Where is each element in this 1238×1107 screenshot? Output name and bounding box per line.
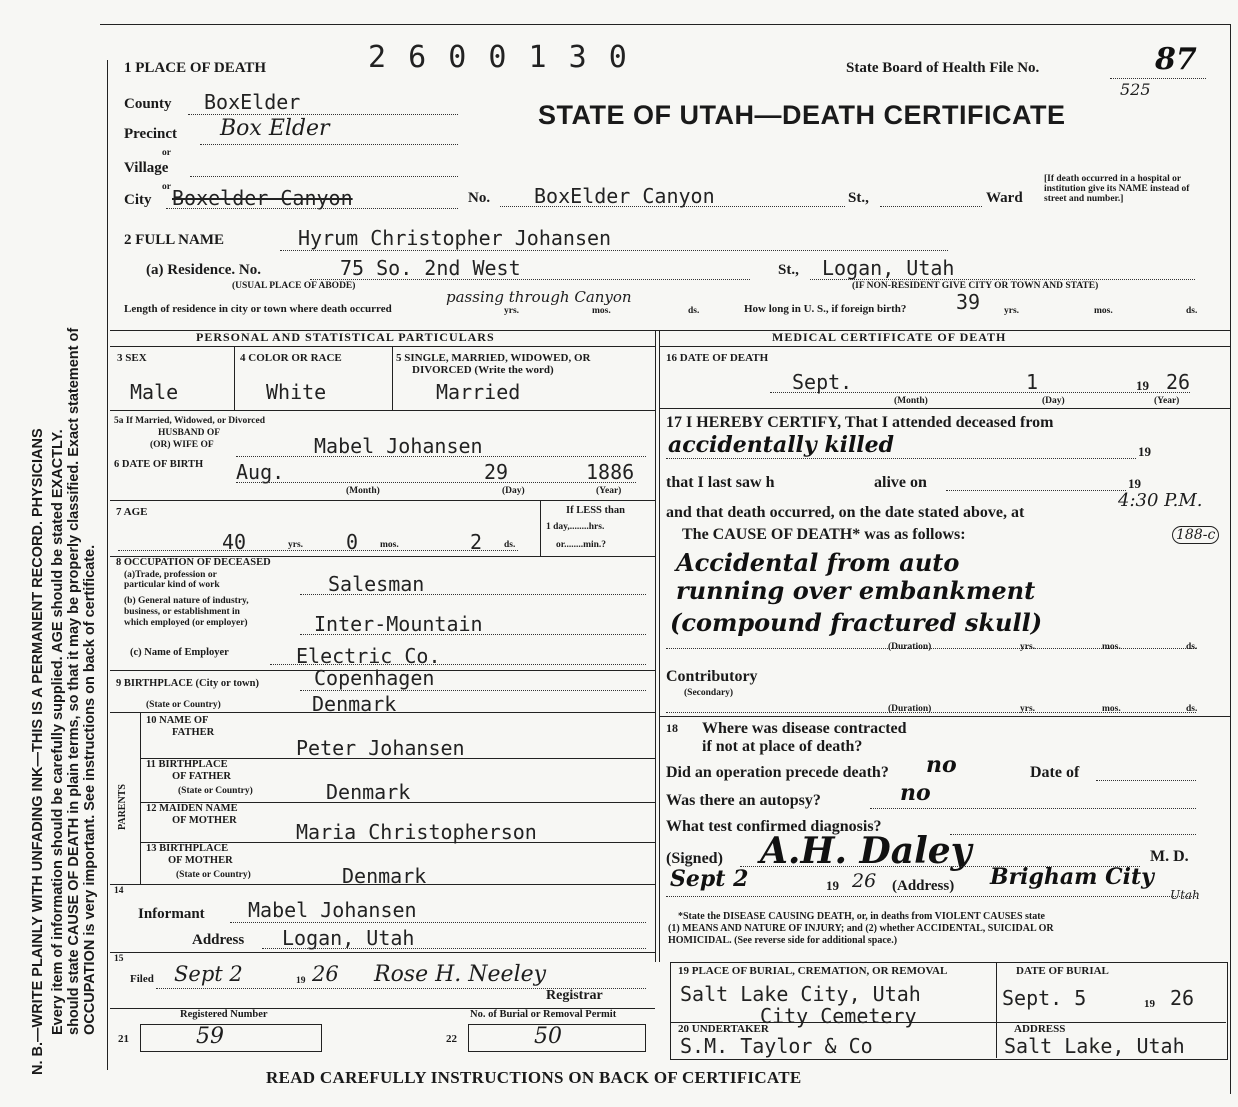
undertaker-label: 20 UNDERTAKER <box>678 1023 769 1035</box>
side-note-3: should state CAUSE OF DEATH in plain terms, so that it may be properly classified. Exact statement of <box>66 327 82 1035</box>
secondary-label: (Secondary) <box>684 688 734 698</box>
dob-line <box>236 482 636 483</box>
sign-year-prefix: 19 <box>826 878 839 893</box>
attended-nineteen: 19 <box>1138 444 1151 459</box>
cause-line-1: Accidental from auto <box>676 548 960 577</box>
mother-birth-value: Denmark <box>342 864 427 888</box>
dod-day-label: (Day) <box>1042 396 1065 406</box>
physician-address-label: (Address) <box>892 878 955 894</box>
grid-line <box>540 500 541 556</box>
filed-year: 26 <box>312 962 339 986</box>
or-label-1: or <box>162 148 171 158</box>
spouse-value: Mabel Johansen <box>314 434 483 458</box>
cause-label: The CAUSE OF DEATH* was as follows: <box>682 526 966 543</box>
county-value: BoxElder <box>204 90 301 114</box>
date-of-death-day: 1 <box>1026 370 1039 394</box>
side-note-1: N. B.—WRITE PLAINLY WITH UNFADING INK—THIS IS A PERMANENT RECORD. PHYSICIANS <box>30 428 46 1075</box>
dob-year: 1886 <box>586 460 635 484</box>
informant-address-label: Address <box>192 932 245 948</box>
side-note-4: OCCUPATION is very important. See instructions on back of certificate. <box>82 544 98 1035</box>
date-of-death-month: Sept. <box>792 370 853 394</box>
duration-ds-1: ds. <box>1186 642 1198 652</box>
dob-month-label: (Month) <box>346 486 380 496</box>
age-months: 0 <box>346 530 359 554</box>
registered-number: 59 <box>196 1024 224 1049</box>
grid-line <box>110 500 655 501</box>
physician-address-note: Utah <box>1170 888 1200 902</box>
father-birth-value: Denmark <box>326 780 411 804</box>
alive-nineteen: 19 <box>1128 476 1141 491</box>
father-birth-label-1: 11 BIRTHPLACE <box>146 759 228 770</box>
occupation-value: Salesman <box>328 572 425 596</box>
cause-line-3: (compound fractured skull) <box>670 608 1043 637</box>
date-of-label: Date of <box>1030 764 1080 781</box>
place-of-death-label: 1 PLACE OF DEATH <box>124 60 267 76</box>
industry-line <box>300 634 646 635</box>
age-line <box>118 550 518 551</box>
less-than-label-1: If LESS than <box>566 505 625 516</box>
cause-line-2: running over embankment <box>676 576 1036 605</box>
burial-divider <box>996 962 997 1058</box>
color-label: 4 COLOR OR RACE <box>240 352 342 364</box>
file-number-line <box>1110 78 1206 79</box>
burial-year: 26 <box>1170 986 1195 1010</box>
dob-day-label: (Day) <box>502 486 525 496</box>
grid-line <box>659 716 1230 717</box>
sex-value: Male <box>130 380 179 404</box>
left-margin-line <box>107 60 108 1070</box>
industry-label-3: which employed (or employer) <box>124 618 248 628</box>
birthplace-state-label: (State or Country) <box>146 700 221 710</box>
informant-address: Logan, Utah <box>282 926 415 950</box>
city-value: Boxelder Canyon <box>172 186 353 210</box>
spouse-line <box>236 456 646 457</box>
dob-year-label: (Year) <box>596 486 622 496</box>
sign-year: 26 <box>852 870 877 892</box>
or-label-2: or <box>162 182 171 192</box>
marital-value: Married <box>436 380 521 404</box>
informant-line <box>230 922 646 923</box>
father-birth-label-3: (State or Country) <box>178 786 253 796</box>
medical-section-title: MEDICAL CERTIFICATE OF DEATH <box>772 330 1007 344</box>
birthplace-label: 9 BIRTHPLACE (City or town) <box>116 678 259 689</box>
age-days: 2 <box>470 530 483 554</box>
signed-label: (Signed) <box>666 850 723 867</box>
marital-label-1: 5 SINGLE, MARRIED, WIDOWED, OR <box>396 352 591 364</box>
age-years: 40 <box>222 530 247 554</box>
residence-st-label: St., <box>778 262 799 278</box>
duration-label-1: (Duration) <box>888 642 932 652</box>
filed-date: Sept 2 <box>174 962 243 986</box>
full-name-label: 2 FULL NAME <box>124 232 225 248</box>
dob-label: 6 DATE OF BIRTH <box>114 459 204 470</box>
date-of-death-year-prefix: 19 <box>1136 378 1149 393</box>
test-label: What test confirmed diagnosis? <box>666 818 882 835</box>
burial-date-label: DATE OF BURIAL <box>1016 965 1109 977</box>
us-residence-value: 39 <box>956 290 981 314</box>
informant-number: 14 <box>114 886 124 896</box>
less-than-label-3: or........min.? <box>556 540 607 550</box>
duration-yrs-1: yrs. <box>1020 642 1036 652</box>
certificate-number: 2 6 0 0 1 3 0 <box>368 40 629 75</box>
alive-on-label: alive on <box>874 474 927 491</box>
residence-line <box>310 279 750 280</box>
operation-value: no <box>926 752 957 778</box>
usual-abode-label: (USUAL PLACE OF ABODE) <box>232 281 356 291</box>
precinct-value: Box Elder <box>220 116 330 141</box>
color-value: White <box>266 380 327 404</box>
city-line <box>166 208 458 209</box>
date-of-death-label: 16 DATE OF DEATH <box>666 352 769 364</box>
street-line <box>500 206 845 207</box>
burial-date: Sept. 5 <box>1002 986 1087 1010</box>
file-number-note: 525 <box>1120 80 1151 99</box>
test-line <box>950 834 1196 835</box>
burial-place-label: 19 PLACE OF BURIAL, CREMATION, OR REMOVAL <box>678 965 948 977</box>
duration-label-2: (Duration) <box>888 704 932 714</box>
age-mos-label: mos. <box>380 540 399 550</box>
employer-value: Electric Co. <box>296 644 441 668</box>
last-saw-label: that I last saw h <box>666 474 775 491</box>
footnote-1: *State the DISEASE CAUSING DEATH, or, in deaths from VIOLENT CAUSES state <box>678 911 1045 922</box>
attended-line <box>666 458 1136 459</box>
physician-address: Brigham City <box>990 864 1154 890</box>
length-yrs: yrs. <box>504 306 520 316</box>
birthplace-line <box>300 690 646 691</box>
death-occurred-label: and that death occurred, on the date stated above, at <box>666 504 1025 521</box>
occupation-label-3: particular kind of work <box>124 580 220 590</box>
burial-permit-label: No. of Burial or Removal Permit <box>470 1009 617 1020</box>
residence-city: Logan, Utah <box>822 256 955 280</box>
registrar-label: Registrar <box>546 988 603 1003</box>
ward-label: Ward <box>986 190 1023 206</box>
burial-permit-prefix: 22 <box>446 1033 457 1045</box>
residence-city-line <box>810 279 1195 280</box>
grid-line <box>110 410 655 411</box>
non-resident-label: (IF NON-RESIDENT GIVE CITY OR TOWN AND STATE) <box>852 281 1099 291</box>
occupation-label-1: 8 OCCUPATION OF DECEASED <box>116 557 271 568</box>
contributory-label: Contributory <box>666 668 758 685</box>
street-no-value: BoxElder Canyon <box>534 184 715 208</box>
where-contracted-label-1: Where was disease contracted <box>702 720 907 737</box>
right-border <box>1230 24 1231 1094</box>
time-of-death: 4:30 P.M. <box>1118 490 1203 511</box>
informant-address-line <box>262 948 646 949</box>
autopsy-line <box>870 808 1196 809</box>
grid-line <box>110 712 655 713</box>
dod-year-label: (Year) <box>1154 396 1180 406</box>
industry-label-2: business, or establishment in <box>124 607 240 617</box>
employer-line <box>270 664 646 665</box>
where-contracted-label-2: if not at place of death? <box>702 738 863 755</box>
burial-year-prefix: 19 <box>1144 998 1155 1010</box>
us-yrs: yrs. <box>1004 306 1020 316</box>
grid-line <box>234 346 235 410</box>
full-name-value: Hyrum Christopher Johansen <box>298 226 612 250</box>
residence-label: (a) Residence. No. <box>146 262 261 278</box>
filed-number: 15 <box>114 954 124 964</box>
father-birth-label-2: OF FATHER <box>172 771 232 782</box>
file-number: 87 <box>1155 42 1197 77</box>
autopsy-value: no <box>900 780 931 806</box>
duration-mos-1: mos. <box>1102 642 1121 652</box>
street-no-label: No. <box>468 190 491 206</box>
spouse-label-1: 5a If Married, Widowed, or Divorced <box>114 416 266 426</box>
marital-label-2: DIVORCED (Write the word) <box>412 364 554 376</box>
us-mos: mos. <box>1094 306 1113 316</box>
sign-date: Sept 2 <box>670 866 749 892</box>
mother-label-1: 12 MAIDEN NAME <box>146 803 238 814</box>
father-value: Peter Johansen <box>296 736 465 760</box>
mother-birth-label-3: (State or Country) <box>176 870 251 880</box>
precinct-label: Precinct <box>124 126 178 142</box>
us-ds: ds. <box>1186 306 1198 316</box>
side-note-2: Every item of information should be carefully supplied. AGE should be stated EXACTLY. <box>50 429 66 1035</box>
filed-label: Filed <box>130 973 154 985</box>
county-line <box>188 114 458 115</box>
grid-line <box>110 952 655 953</box>
county-label: County <box>124 96 172 112</box>
file-number-label: State Board of Health File No. <box>846 60 1040 76</box>
birthplace-city: Copenhagen <box>314 666 435 690</box>
spouse-label-3: (OR) WIFE OF <box>150 440 214 450</box>
certify-label: 17 I HEREBY CERTIFY, That I attended deceased from <box>666 414 1054 431</box>
less-than-label-2: 1 day,........hrs. <box>546 522 605 532</box>
undertaker-address-label: ADDRESS <box>1014 1023 1066 1035</box>
undertaker-value: S.M. Taylor & Co <box>680 1034 873 1058</box>
duration-ds-2: ds. <box>1186 704 1198 714</box>
city-label: City <box>124 192 152 208</box>
grid-line <box>659 408 1230 409</box>
informant-label: Informant <box>138 906 205 922</box>
dod-month-label: (Month) <box>894 396 928 406</box>
undertaker-address: Salt Lake, Utah <box>1004 1034 1185 1058</box>
st-line <box>880 206 982 207</box>
date-of-death-line <box>770 392 1190 393</box>
length-residence-value: passing through Canyon <box>446 288 632 306</box>
physician-signature: A.H. Daley <box>760 830 972 872</box>
duration-mos-2: mos. <box>1102 704 1121 714</box>
mother-birth-label-2: OF MOTHER <box>168 855 233 866</box>
spouse-label-2: HUSBAND OF <box>158 428 221 438</box>
mother-label-2: OF MOTHER <box>172 815 237 826</box>
duration-yrs-2: yrs. <box>1020 704 1036 714</box>
length-ds: ds. <box>688 306 700 316</box>
date-of-death-year: 26 <box>1166 370 1191 394</box>
father-label-1: 10 NAME OF <box>146 715 209 726</box>
registered-number-label: Registered Number <box>180 1009 268 1020</box>
registered-number-prefix: 21 <box>118 1033 129 1045</box>
burial-place-2: City Cemetery <box>760 1004 917 1028</box>
filed-year-prefix: 19 <box>296 976 306 986</box>
informant-value: Mabel Johansen <box>248 898 417 922</box>
footer-instructions: READ CAREFULLY INSTRUCTIONS ON BACK OF CERTIFICATE <box>266 1068 802 1087</box>
parents-label: PARENTS <box>117 784 128 830</box>
registered-number-box <box>140 1024 322 1052</box>
ward-note: [If death occurred in a hospital or institution give its NAME instead of street and number.] <box>1044 174 1190 204</box>
md-label: M. D. <box>1150 848 1189 865</box>
village-label: Village <box>124 160 169 176</box>
occupation-label-2: (a)Trade, profession or <box>124 570 217 580</box>
industry-value: Inter-Mountain <box>314 612 483 636</box>
registrar-signature: Rose H. Neeley <box>374 962 547 987</box>
dob-day: 29 <box>484 460 509 484</box>
autopsy-label: Was there an autopsy? <box>666 792 821 809</box>
grid-line <box>110 884 655 885</box>
burial-place-1: Salt Lake City, Utah <box>680 982 921 1006</box>
age-yrs-label: yrs. <box>288 540 304 550</box>
personal-section-title: PERSONAL AND STATISTICAL PARTICULARS <box>196 330 495 344</box>
footnote-3: HOMICIDAL. (See reverse side for additional space.) <box>668 935 898 946</box>
center-divider <box>655 330 656 962</box>
full-name-line <box>280 250 948 251</box>
operation-label: Did an operation precede death? <box>666 764 889 781</box>
st-label: St., <box>848 190 869 206</box>
length-residence-label: Length of residence in city or town where death occurred <box>124 303 392 315</box>
grid-line <box>659 346 1230 347</box>
item-18-number: 18 <box>666 721 678 735</box>
industry-label-1: (b) General nature of industry, <box>124 596 249 606</box>
certificate-title: STATE OF UTAH—DEATH CERTIFICATE <box>538 100 1066 130</box>
cause-code: 188-c <box>1172 526 1219 544</box>
precinct-line <box>200 144 458 145</box>
sign-date-line <box>666 896 1196 897</box>
occupation-line <box>300 594 646 595</box>
sex-label: 3 SEX <box>117 352 147 364</box>
residence-street: 75 So. 2nd West <box>340 256 521 280</box>
us-residence-label: How long in U. S., if foreign birth? <box>744 303 907 315</box>
dob-month: Aug. <box>236 460 285 484</box>
age-ds-label: ds. <box>504 540 516 550</box>
mother-value: Maria Christopherson <box>296 820 537 844</box>
alive-on-line <box>946 490 1126 491</box>
top-border <box>100 24 1230 25</box>
employer-label: (c) Name of Employer <box>130 647 229 658</box>
father-label-2: FATHER <box>172 727 215 738</box>
footnote-2: (1) MEANS AND NATURE OF INJURY; and (2) whether ACCIDENTAL, SUICIDAL OR <box>668 923 1054 934</box>
length-mos: mos. <box>592 306 611 316</box>
center-divider-2 <box>659 330 660 962</box>
date-of-line <box>1096 780 1196 781</box>
age-label: 7 AGE <box>116 506 148 518</box>
parents-divider <box>140 712 141 884</box>
birthplace-country: Denmark <box>312 692 397 716</box>
burial-permit-number: 50 <box>534 1024 562 1049</box>
grid-line <box>392 346 393 410</box>
mother-birth-label-1: 13 BIRTHPLACE <box>146 843 229 854</box>
attended-value: accidentally killed <box>668 432 895 458</box>
grid-line <box>110 346 655 347</box>
village-line <box>190 176 458 177</box>
